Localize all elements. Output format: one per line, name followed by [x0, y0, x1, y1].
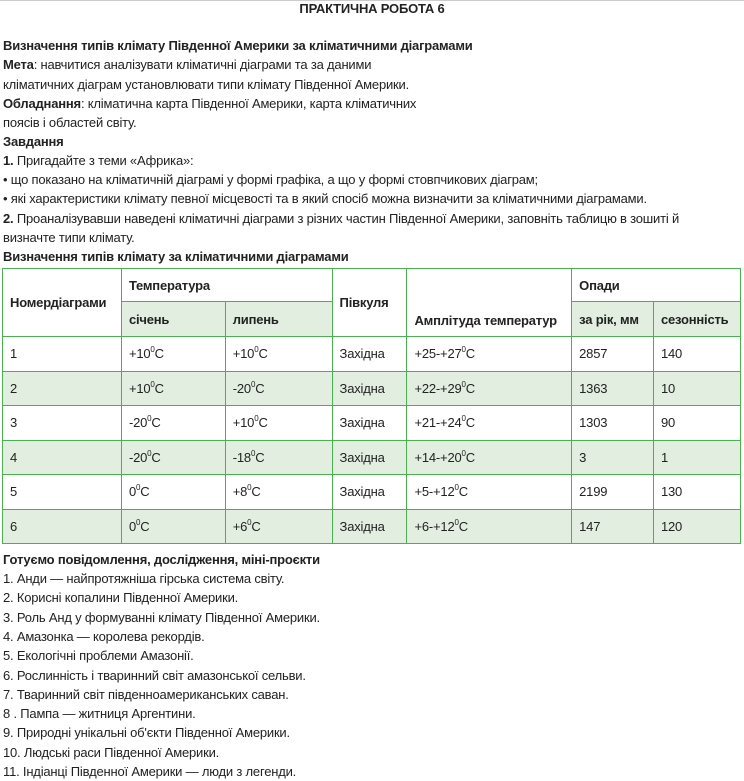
goal-line — [3, 55, 371, 74]
project-item: 5. Екологічні проблеми Амазонії. — [3, 648, 194, 664]
degree-sign: 0 — [461, 448, 466, 458]
cell-january — [121, 509, 225, 544]
task-2-number: 2. — [3, 211, 14, 226]
header-precipitation: Опади — [572, 269, 741, 302]
task-1-text: Пригадайте з теми «Африка»: — [13, 153, 194, 168]
cell-per-year-value: 1303 — [579, 415, 608, 431]
project-item: 10. Людські раси Південної Америки. — [3, 744, 220, 760]
cell-seasonality-value: 10 — [660, 380, 676, 396]
cell-amplitude — [407, 406, 572, 441]
task-2 — [3, 209, 679, 228]
cell-amplitude-value: +14-+20 — [414, 449, 462, 465]
unit-celsius: C — [140, 484, 150, 500]
cell-amplitude — [407, 337, 572, 372]
cell-hemisphere — [332, 509, 407, 544]
cell-per-year-value: 147 — [579, 518, 601, 534]
cell-january-value: 0 — [128, 518, 136, 534]
table-row — [3, 371, 741, 406]
cell-amplitude — [407, 475, 572, 510]
cell-january-value: +10 — [128, 380, 151, 396]
unit-celsius: C — [258, 346, 268, 362]
task-1-number: 1. — [3, 153, 14, 168]
table-caption: Визначення типів клімату за кліматичними діаграмами — [3, 249, 349, 264]
cell-per-year — [572, 371, 654, 406]
table-row — [3, 337, 741, 372]
unit-celsius: C — [151, 449, 161, 465]
cell-per-year-value: 2857 — [579, 346, 608, 362]
equipment-label: Обладнання — [3, 96, 81, 111]
cell-july — [225, 440, 332, 475]
cell-amplitude-value: +22-+29 — [414, 380, 462, 396]
cell-january — [121, 337, 225, 372]
unit-celsius: C — [154, 346, 164, 362]
header-per-year: за рік, мм — [572, 302, 654, 337]
cell-january — [121, 371, 225, 406]
project-item: 6. Рослинність і тваринний світ амазонської сельви. — [3, 667, 306, 683]
cell-hemisphere-value: Західна — [339, 380, 385, 396]
degree-sign: 0 — [150, 379, 155, 389]
cell-july-value: +8 — [232, 484, 248, 500]
cell-hemisphere-value: Західна — [339, 449, 385, 465]
cell-number-value: 4 — [10, 449, 18, 465]
degree-sign: 0 — [150, 345, 155, 355]
cell-hemisphere-value: Західна — [339, 346, 385, 362]
cell-amplitude — [407, 440, 572, 475]
cell-july-value: -20 — [232, 380, 251, 396]
cell-seasonality — [653, 509, 740, 544]
cell-hemisphere — [332, 406, 407, 441]
cell-number — [3, 406, 122, 441]
cell-amplitude — [407, 371, 572, 406]
unit-celsius: C — [140, 518, 150, 534]
cell-july — [225, 337, 332, 372]
degree-sign: 0 — [147, 448, 152, 458]
table-row — [3, 475, 741, 510]
task-1-bullet-1: • що показано на кліматичній діаграмі у формі графіка, а що у формі стовпчикових діаграм; — [3, 172, 538, 187]
degree-sign: 0 — [461, 379, 466, 389]
header-july: липень — [225, 302, 332, 337]
cell-seasonality — [653, 440, 740, 475]
project-item: 4. Амазонка — королева рекордів. — [3, 628, 205, 644]
cell-july-value: +6 — [232, 518, 248, 534]
table-body — [3, 337, 741, 544]
project-item: 2. Корисні копалини Південної Америки. — [3, 590, 239, 606]
cell-seasonality-value: 130 — [660, 484, 683, 500]
header-january: січень — [121, 302, 225, 337]
cell-number — [3, 371, 122, 406]
page-title: ПРАКТИЧНА РОБОТА 6 — [299, 1, 445, 16]
degree-sign: 0 — [254, 414, 259, 424]
unit-celsius: C — [154, 380, 164, 396]
cell-january — [121, 406, 225, 441]
unit-celsius: C — [255, 449, 265, 465]
cell-january-value: -20 — [128, 415, 148, 431]
cell-july-value: -18 — [232, 449, 251, 465]
cell-hemisphere — [332, 440, 407, 475]
cell-per-year — [572, 475, 654, 510]
cell-hemisphere-value: Західна — [339, 518, 385, 534]
cell-seasonality — [653, 371, 740, 406]
cell-per-year — [572, 509, 654, 544]
unit-celsius: C — [465, 449, 475, 465]
cell-number — [3, 337, 122, 372]
project-item: 1. Анди — найпротяжніша гірська система світу. — [3, 571, 285, 586]
cell-number — [3, 475, 122, 510]
cell-january-value: 0 — [128, 484, 136, 500]
section-heading: Визначення типів клімату Південної Америки за кліматичними діаграмами — [3, 38, 473, 53]
cell-per-year-value: 3 — [579, 449, 587, 465]
equipment-text-2: поясів і областей світу. — [3, 115, 137, 130]
cell-seasonality-value: 140 — [660, 346, 683, 362]
header-hemisphere: Півкуля — [332, 269, 407, 337]
cell-january-value: -20 — [128, 449, 148, 465]
cell-july — [225, 509, 332, 544]
project-item: 3. Роль Анд у формуванні клімату Південної Америки. — [3, 609, 320, 625]
climate-table — [2, 268, 741, 544]
cell-seasonality — [653, 475, 740, 510]
task-2-text: Проаналізувавши наведені кліматичні діаграми з різних частин Південної Америки, заповніть таблицю в зошиті й — [13, 211, 680, 226]
projects-heading: Готуємо повідомлення, дослідження, міні-проєкти — [3, 552, 320, 567]
cell-amplitude-value: +21-+24 — [414, 415, 462, 431]
task-1 — [3, 151, 193, 170]
goal-text-2: кліматичних діаграм установлювати типи клімату Південної Америки. — [3, 77, 410, 92]
degree-sign: 0 — [147, 414, 152, 424]
degree-sign: 0 — [454, 483, 459, 493]
cell-seasonality-value: 120 — [660, 518, 683, 534]
project-item: 8 . Пампа — житниця Аргентини. — [3, 706, 196, 722]
cell-hemisphere-value: Західна — [339, 484, 385, 500]
cell-seasonality — [653, 406, 740, 441]
degree-sign: 0 — [135, 517, 141, 527]
cell-july — [225, 371, 332, 406]
cell-number-value: 6 — [10, 518, 18, 534]
header-number: Номердіаграми — [3, 269, 122, 337]
unit-celsius: C — [465, 380, 475, 396]
degree-sign: 0 — [247, 517, 252, 527]
cell-per-year-value: 2199 — [579, 484, 608, 500]
task-1-bullet-2: • які характеристики клімату певної місцевості та в який спосіб можна визначити за кліматичними діаграмами. — [3, 191, 647, 206]
equipment-line — [3, 94, 416, 113]
cell-amplitude-value: +6-+12 — [414, 518, 455, 534]
cell-july — [225, 475, 332, 510]
header-temperature: Температура — [121, 269, 332, 302]
project-item: 7. Тваринний світ південноамериканських саван. — [3, 686, 289, 702]
table-row — [3, 440, 741, 475]
unit-celsius: C — [251, 484, 261, 500]
unit-celsius: C — [251, 518, 261, 534]
cell-per-year — [572, 406, 654, 441]
cell-amplitude-value: +5-+12 — [414, 484, 455, 500]
cell-seasonality — [653, 337, 740, 372]
cell-january — [121, 475, 225, 510]
header-amplitude: Амплітуда температур — [407, 269, 572, 337]
unit-celsius: C — [255, 380, 265, 396]
degree-sign: 0 — [454, 517, 459, 527]
cell-number-value: 1 — [10, 346, 18, 362]
degree-sign: 0 — [461, 345, 466, 355]
degree-sign: 0 — [135, 483, 141, 493]
cell-hemisphere — [332, 337, 407, 372]
cell-number-value: 2 — [10, 380, 18, 396]
degree-sign: 0 — [250, 448, 256, 458]
cell-per-year-value: 1363 — [579, 380, 608, 396]
cell-july — [225, 406, 332, 441]
cell-amplitude — [407, 509, 572, 544]
cell-hemisphere — [332, 371, 407, 406]
cell-number — [3, 509, 122, 544]
cell-seasonality-value: 90 — [660, 415, 676, 431]
degree-sign: 0 — [461, 414, 466, 424]
cell-number-value: 5 — [10, 484, 18, 500]
project-item: 11. Індіанці Південної Америки — люди з легенди. — [3, 764, 297, 779]
degree-sign: 0 — [247, 483, 252, 493]
task-2-text-2: визначте типи клімату. — [3, 230, 135, 245]
watermark — [0, 20, 3, 32]
cell-per-year — [572, 337, 654, 372]
unit-celsius: C — [458, 518, 468, 534]
cell-number-value: 3 — [10, 415, 18, 431]
cell-hemisphere — [332, 475, 407, 510]
unit-celsius: C — [258, 415, 268, 431]
goal-label: Мета — [3, 57, 34, 72]
header-seasonality: сезонність — [653, 302, 740, 337]
unit-celsius: C — [465, 415, 475, 431]
tasks-label: Завдання — [3, 134, 64, 149]
cell-january-value: +10 — [128, 346, 151, 362]
degree-sign: 0 — [250, 379, 256, 389]
cell-january — [121, 440, 225, 475]
cell-july-value: +10 — [232, 346, 255, 362]
cell-per-year — [572, 440, 654, 475]
table-row — [3, 509, 741, 544]
cell-seasonality-value: 1 — [660, 449, 669, 465]
unit-celsius: C — [151, 415, 161, 431]
cell-hemisphere-value: Західна — [339, 415, 385, 431]
unit-celsius: C — [458, 484, 468, 500]
degree-sign: 0 — [254, 345, 259, 355]
project-item: 9. Природні унікальні об'єкти Південної Америки. — [3, 725, 290, 741]
cell-july-value: +10 — [232, 415, 255, 431]
unit-celsius: C — [465, 346, 475, 362]
cell-number — [3, 440, 122, 475]
cell-amplitude-value: +25-+27 — [414, 346, 462, 362]
goal-text: : навчитися аналізувати кліматичні діаграми та за даними — [33, 57, 372, 72]
table-row — [3, 406, 741, 441]
equipment-text: : кліматична карта Південної Америки, карта кліматичних — [80, 96, 417, 111]
